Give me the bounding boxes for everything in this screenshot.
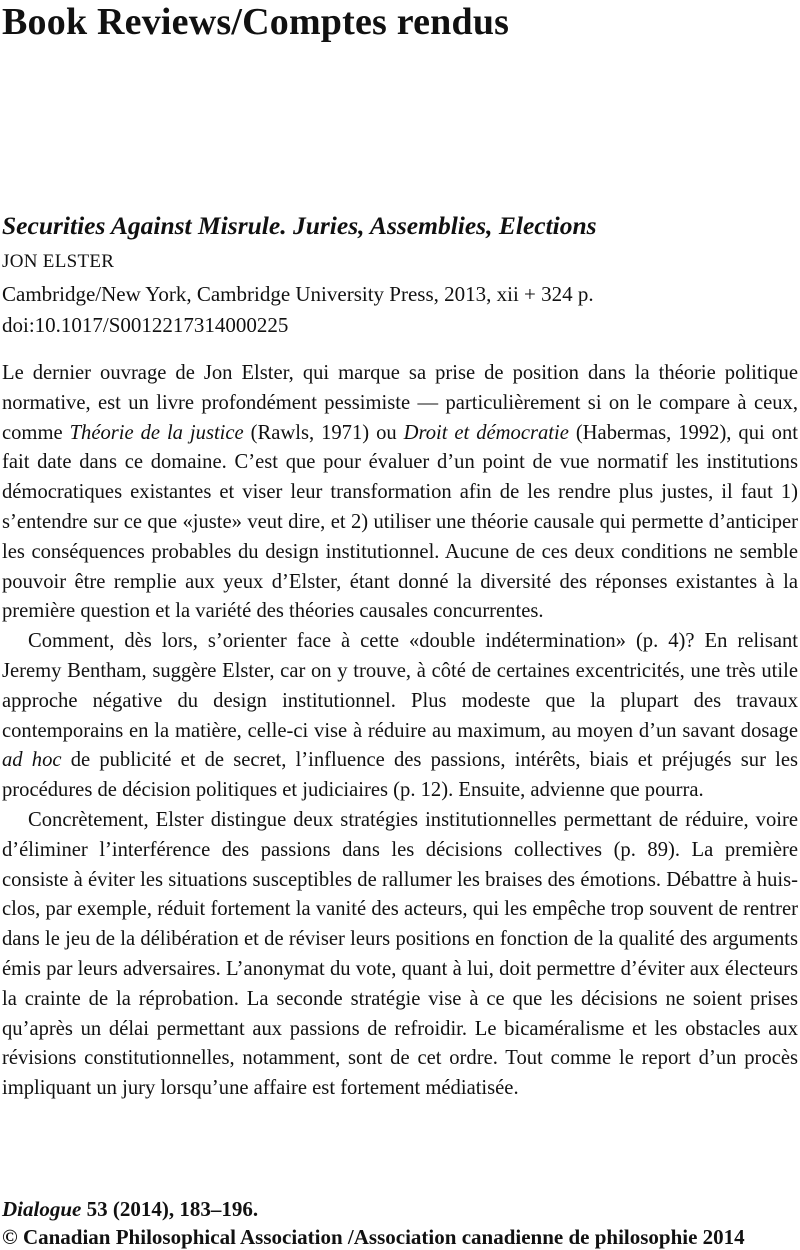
- paragraph-1: [2, 359, 798, 627]
- italic-term: ad hoc: [2, 749, 62, 772]
- doi-link[interactable]: doi:10.1017/S0012217314000225: [2, 313, 289, 337]
- paragraph-text: (Habermas, 1992), qui ont fait date dans ce domaine. C’est que pour évaluer d’un point de vue normatif les institutions démocratiques existantes et viser leur transformation afin de les rendre plus justes, il faut 1) s’entendre sur ce que «juste» veut dire, et 2) utiliser une théorie causale qui permette d’anticiper les conséquences probables du design institutionnel. Aucune de ces deux conditions ne semble pouvoir être remplie aux yeux d’Elster, étant donné la diversité des réponses existantes à la première question et la variété des théories causales concurrentes.: [2, 421, 798, 623]
- paragraph-2: [2, 627, 798, 806]
- cited-title: Théorie de la justice: [69, 421, 244, 444]
- review-body: [2, 359, 798, 1104]
- book-title: Securities Against Misrule. Juries, Assemblies, Elections: [2, 211, 597, 240]
- paragraph-3: Concrètement, Elster distingue deux stratégies institutionnelles permettant de réduire, voire d’éliminer l’interférence des passions dans les décisions collectives (p. 89). La première consiste à éviter les situations susceptibles de rallumer les braises des émotions. Débattre à huis-clos, par exemple, réduit fortement la vanité des acteurs, qui les empêche trop souvent de rentrer dans le jeu de la délibération et de réviser leurs positions en fonction de la qualité des arguments émis par leurs adversaires. L’anonymat du vote, quant à lui, doit permettre d’éviter aux électeurs la crainte de la réprobation. La seconde stratégie vise à ce que les décisions ne soient prises qu’après un délai permettant aux passions de refroidir. Le bicaméralisme et les obstacles aux révisions constitutionnelles, notamment, sont de cet ordre. Tout comme le report d’un procès impliquant un jury lorsqu’une affaire est fortement médiatisée.: [2, 808, 798, 1100]
- journal-name: Dialogue: [2, 1197, 82, 1221]
- book-author: JON ELSTER: [2, 251, 115, 272]
- copyright-notice: © Canadian Philosophical Association /Association canadienne de philosophie 2014: [2, 1225, 745, 1249]
- paragraph-text: (Rawls, 1971) ou: [243, 421, 404, 444]
- page-header: Book Reviews/Comptes rendus: [2, 1, 510, 43]
- paragraph-text: Comment, dès lors, s’orienter face à cette «double indétermination» (p. 4)? En relisant Jeremy Bentham, suggère Elster, car on y trouve, à côté de certaines excentricités, une très utile approche négative du design institutionnel. Plus modeste que la plupart des travaux contemporains en la matière, celle-ci vise à réduire au maximum, au moyen d’un savant dosage: [2, 630, 798, 742]
- publication-info: Cambridge/New York, Cambridge University Press, 2013, xii + 324 p.: [2, 282, 594, 306]
- journal-volume: 53 (2014), 183–196.: [81, 1197, 259, 1221]
- paragraph-text: Le dernier ouvrage de Jon Elster, qui marque sa prise de position dans la théorie politique normative, est un livre profondément pessimiste — particulièrement si on le compare à ceux, comme: [2, 362, 798, 444]
- cited-title: Droit et démocratie: [403, 421, 569, 444]
- journal-citation: [2, 1196, 258, 1222]
- paragraph-text: de publicité et de secret, l’influence des passions, intérêts, biais et préjugés sur les procédures de décision politiques et judiciaires (p. 12). Ensuite, advienne que pourra.: [2, 749, 798, 802]
